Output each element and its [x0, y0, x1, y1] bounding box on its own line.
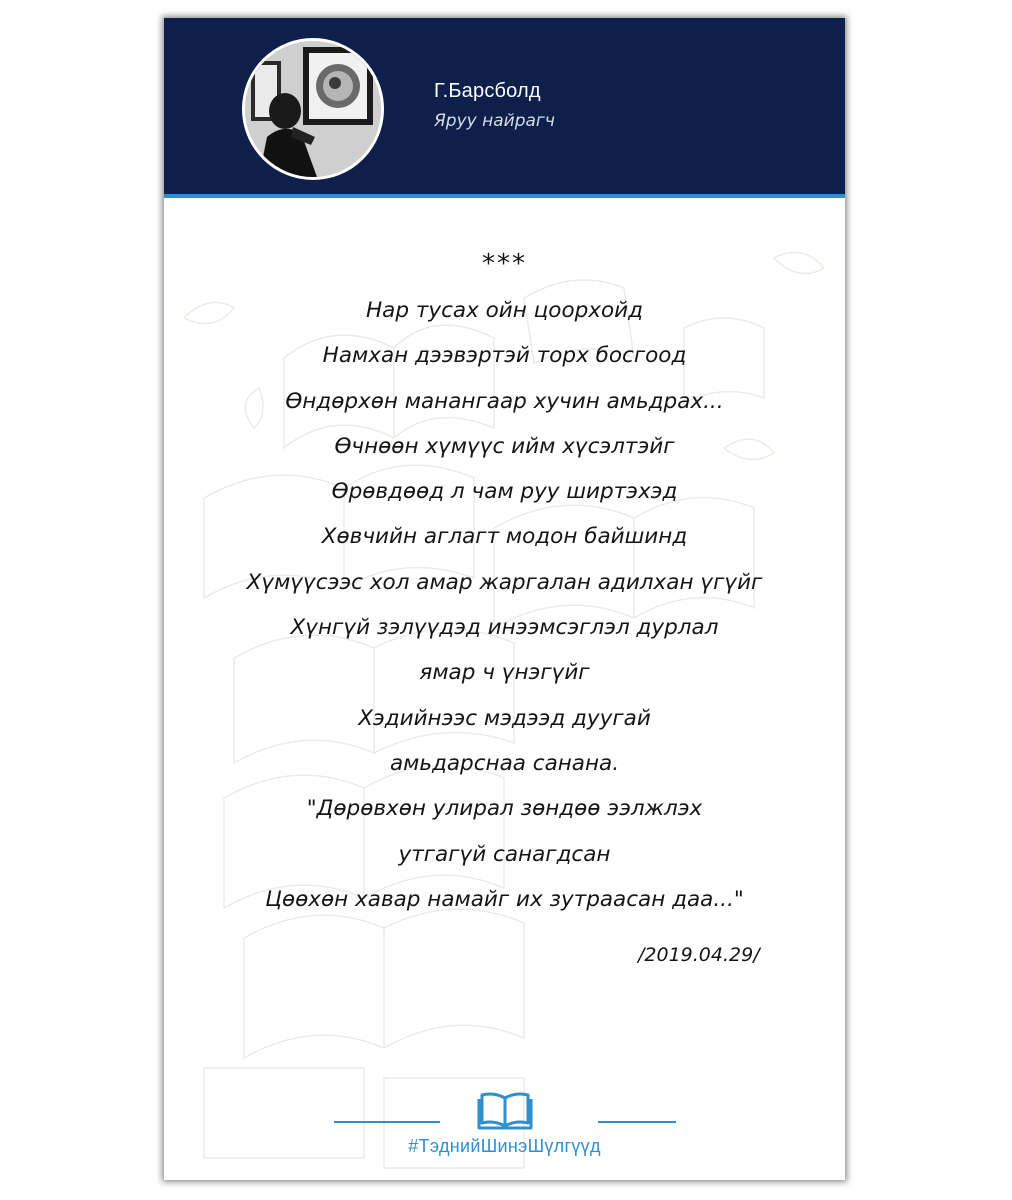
poem-line: Өндөрхөн манангаар хучин амьдрах... [285, 388, 724, 414]
poem-card [164, 18, 845, 1180]
author-header [164, 18, 845, 194]
poem-line: Цөөхөн хавар намайг их зутраасан даа..." [265, 886, 744, 912]
avatar [242, 38, 384, 180]
poem-line: утгагүй санагдсан [398, 841, 611, 867]
poem-line: Намхан дээвэртэй торх босгоод [322, 343, 687, 369]
poem-line: амьдарснаа санана. [389, 750, 620, 776]
footer-hashtag[interactable]: #ТэднийШинэШүлгүүд [408, 1136, 601, 1156]
poem-title: *** [482, 249, 527, 279]
poem-line: Хэдийнээс мэдээд дуугай [358, 705, 651, 731]
footer-divider-right [598, 1121, 676, 1123]
poem-line: Өрөвдөөд л чам руу ширтэхэд [331, 479, 678, 505]
poem-line: Хөвчийн аглагт модон байшинд [321, 524, 688, 550]
open-book-icon [477, 1090, 533, 1130]
author-name: Г.Барсболд [434, 80, 541, 102]
poem-body [164, 240, 845, 922]
poem-line: Хүнгүй зэлүүдэд инээмсэглэл дурлал [290, 615, 719, 641]
author-role: Яруу найрагч [434, 111, 555, 131]
footer-divider-left [334, 1121, 440, 1123]
avatar-photo [245, 41, 381, 177]
poem-line: ямар ч үнэгүйг [419, 660, 590, 686]
poem-line: Өчнөөн хүмүүс ийм хүсэлтэйг [334, 433, 675, 459]
poem-line: Хүмүүсээс хол амар жаргалан адилхан үгүйг [246, 569, 763, 595]
poem-line: "Дөрөвхөн улирал зөндөө ээлжлэх [306, 796, 703, 822]
poem-line: Нар тусах ойн цоорхойд [366, 298, 643, 323]
poem-date: /2019.04.29/ [638, 944, 760, 966]
